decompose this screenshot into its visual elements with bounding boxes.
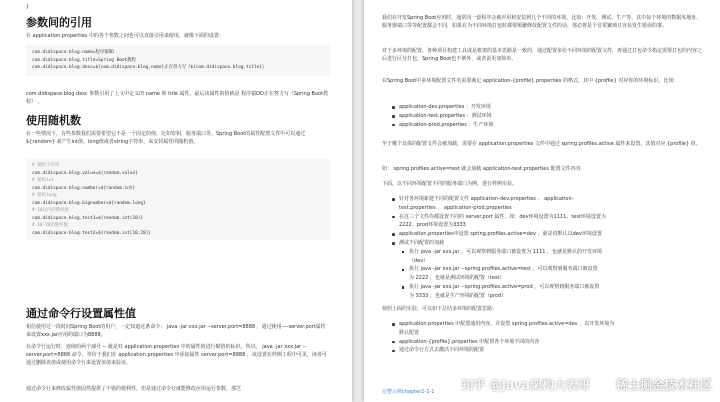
heading-command-line: 通过命令行设置属性值 bbox=[26, 307, 136, 320]
watermark-zhihu-text: 知乎 @Java架构大表哥 bbox=[461, 378, 590, 392]
juejin-logo-icon bbox=[599, 378, 612, 391]
paragraph-command-line-3: 通过命令行来修改属性值固然提供了不错的便利性，但是通过命令行就能修改应用运行参数，那岂 bbox=[26, 386, 242, 392]
paragraph-reference-intro: 在 application.properties 中的各个参数之间也可以直接引用来使用，就像下面的设置： bbox=[26, 33, 224, 39]
list-summary bbox=[392, 320, 704, 355]
list-item: 默认配置 bbox=[399, 329, 420, 336]
code-line: com.didispace.blog.value=${random.value} bbox=[32, 170, 138, 176]
code-comment-line: # 随机long bbox=[32, 193, 57, 198]
code-line: com.didispace.blog.test1=${random.int(10)} bbox=[32, 215, 144, 221]
link-full-example[interactable]: 完整示例chapter2-1-1 bbox=[382, 389, 435, 395]
paragraph-summary-intro: 按照上面的实验，可以如下总结多环境的配置思路： bbox=[382, 306, 498, 312]
list-profile-files bbox=[392, 103, 704, 129]
list-experiment-steps bbox=[392, 195, 704, 301]
list-item: 在这三个文件均都设置不同的 server.port 属性，如：dev环境设置为1111，test环境设置为 bbox=[392, 213, 704, 222]
list-item: 执行 java -jar xxx.jar ，可以观察到服务端口被设置为 1111 ，也就是默认的开发环境 bbox=[402, 248, 704, 257]
watermark-divider bbox=[594, 379, 595, 391]
code-comment-line: # 随机字符串 bbox=[32, 163, 60, 168]
paragraph-multi-env-1: 我们在开发Spring Boot应用时，通常同一套程序会被应用和安装到几个不同的环境，比如：开发、测试、生产等。其中每个环境的数据库地址、服务器端口等等配置都会不同，如果在为不同环境打包时都要频繁修改配置文件的话，那必将是个非常繁琐且容易发生错误的事。 bbox=[382, 15, 702, 29]
paragraph-random-intro: 在一些情况下，有些参数我们需要希望它不是一个固定的值，比如密钥、服务端口等。Spring Boot的属性配置文件中可以通过 ${random} 来产生int值、long值或者string字符串，来支持属性的随机值。 bbox=[26, 131, 306, 145]
document-page-left bbox=[0, 0, 352, 402]
paragraph-reference-explain: com.didispace.blog.desc 参数引用了上文中定义的 name 和 title 属性，最后该属性的值就是 程序猿DD正在努力写《Spring Boot教程》 。 bbox=[26, 91, 329, 105]
code-block-end: } bbox=[26, 4, 30, 10]
list-item: 针对各环境新建不同的配置文件 application-dev.properties 、 application- bbox=[392, 195, 704, 204]
list-item: application-prod.properties ：生产环境 bbox=[392, 121, 704, 130]
code-line: com.didispace.blog.title=Spring Boot教程 bbox=[32, 57, 136, 63]
list-item: 2222，prod环境设置为3333 bbox=[399, 222, 466, 229]
list-item: application-{profile}.properties 中配置各个环境不同的内容 bbox=[392, 338, 704, 347]
list-item: 通过命令行方式去激活不同环境的配置 bbox=[392, 346, 704, 355]
paragraph-example-test: 如： spring.profiles.active=test 就会加载 application-test.properties 配置文件内容 bbox=[382, 166, 581, 172]
list-item: test.properties 、 application-prod.properties bbox=[399, 204, 512, 211]
paragraph-active-profile: 至于哪个具体的配置文件会被加载，需要在 application.properties 文件中通过 spring.profiles.active 属性来设置，其值对应 {profile} 值。 bbox=[382, 141, 701, 147]
code-line: com.didispace.blog.name=程序猿DD bbox=[32, 50, 114, 55]
list-item: application-dev.properties ：开发环境 bbox=[392, 103, 704, 112]
paragraph-multi-env-2: 对于多环境的配置，各种项目构建工具或是框架的基本思路是一致的，通过配置多份不同环境的配置文件，再通过打包命令指定需要打包的内容之后进行区分打包，Spring Boot也不例外，或者说更加简单。 bbox=[382, 48, 703, 62]
code-line: com.didispace.blog.number=${random.int} bbox=[32, 185, 136, 191]
code-block-reference bbox=[26, 45, 330, 76]
paragraph-profile-format: 在Spring Boot中多环境配置文件名需要满足 application-{profile}.properties 的格式，其中 {profile} 对应你的环境标识，比如： bbox=[382, 78, 679, 84]
watermark-juejin-text: 稀土掘金技术社区 bbox=[615, 378, 712, 392]
list-item: 测试不同配置的加载 bbox=[392, 239, 704, 248]
code-line: com.didispace.blog.desc=${com.didispace.blog.name}正在努力写《${com.didispace.blog.title}》 bbox=[32, 65, 267, 70]
list-item: application.properties中设置 spring.profiles.active=dev ，就是说默认以dev环境设置 bbox=[392, 230, 704, 239]
list-item: （dev） bbox=[409, 257, 429, 264]
heading-parameter-reference: 参数间的引用 bbox=[26, 16, 92, 29]
list-item: 执行 java -jar xxx.jar --spring.profiles.active=prod ，可以观察到服务端口被设置 bbox=[402, 283, 704, 292]
code-comment-line: # 10-20的随机数 bbox=[32, 223, 69, 228]
paragraph-command-line-2: 在命令行运行时，连续的两个减号 -- 就是对 application.properties 中的属性值进行赋值的标识。所以， java -jar xxx.jar --server.port=8888 命令，等价于我们在 application.properties 中添加属性 server.port=8888 ，该设置在样例工程中可见，读者可通过删除该值或使用命令行来设置该值来验证。 bbox=[26, 344, 327, 366]
list-item: 为 3333 ，也就是生产环境的配置（prod） bbox=[409, 292, 507, 299]
heading-random-numbers: 使用随机数 bbox=[26, 114, 81, 127]
list-item: application.properties 中配置通用内容，并设置 spring.profiles.active=dev ，以开发环境为 bbox=[392, 320, 704, 329]
list-item: 为 2222 ，也就是测试环境的配置（test） bbox=[409, 275, 505, 282]
code-line: com.didispace.blog.test2=${random.int[10,20]} bbox=[32, 230, 151, 236]
code-line: com.didispace.blog.bignumber=${random.long} bbox=[32, 200, 146, 206]
code-comment-line: # 随机int bbox=[32, 178, 54, 183]
watermark bbox=[461, 376, 712, 393]
list-item: application-test.properties ：测试环境 bbox=[392, 112, 704, 121]
list-item: 执行 java -jar xxx.jar --spring.profiles.active=test ，可以观察到服务端口被设置 bbox=[402, 265, 704, 274]
paragraph-command-line-1: 相信使用过一段时间Spring Boot的用户，一定知道这条命令： java -jar xxx.jar --server.port=8888 ，通过使用—-server.port属性来设置xxx.jar应用的端口为8888。 bbox=[26, 324, 326, 338]
code-block-random bbox=[26, 159, 330, 240]
paragraph-experiment-intro: 下面，以不同环境配置不同的服务端口为例，进行样例实验。 bbox=[382, 181, 518, 187]
document-page-right bbox=[364, 0, 720, 402]
code-comment-line: # 10以内的随机数 bbox=[32, 208, 69, 213]
